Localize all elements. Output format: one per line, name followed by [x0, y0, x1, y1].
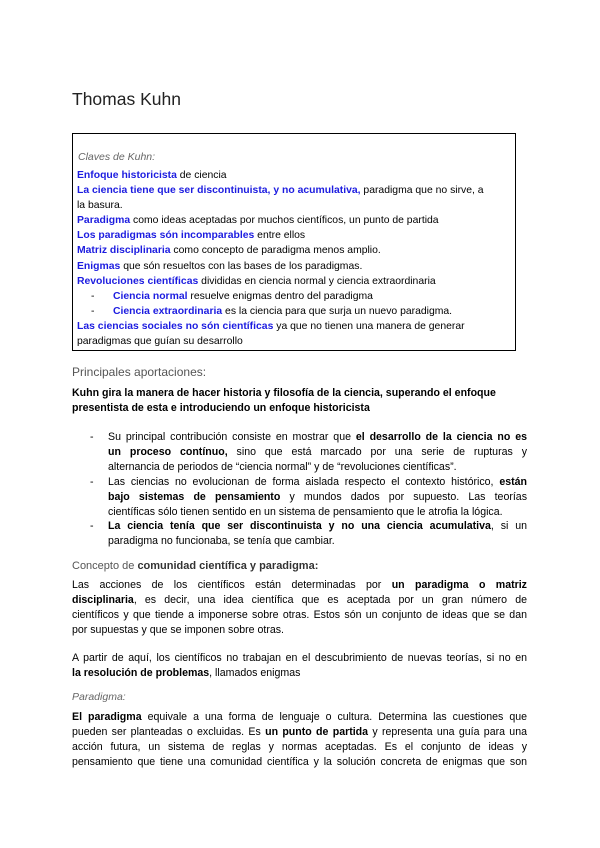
claves-subline: - Ciencia extraordinaria es la ciencia para que surja un nuevo paradigma. — [91, 305, 453, 317]
claves-line: la basura. — [77, 200, 123, 212]
claves-box — [72, 133, 516, 351]
claves-line: Las ciencias sociales no són científicas ya que no tienen una manera de generar — [77, 320, 465, 332]
list-item: - La ciencia tenía que ser discontinuista y no una ciencia acumulativa, si un paradigma no funcionaba, se tenía que cambiar. — [90, 520, 528, 548]
aportaciones-intro: Kuhn gira la manera de hacer historia y filosofía de la ciencia, superando el enfoque presentista de esta e introduciendo un enfoque historicista — [72, 387, 496, 414]
claves-line: paradigmas que guían su desarrollo — [77, 336, 243, 348]
aportaciones-heading: Principales aportaciones: — [72, 365, 207, 379]
claves-line: Paradigma como ideas aceptadas por muchos científicos, un punto de partida — [77, 215, 439, 227]
enigmas-paragraph: A partir de aquí, los científicos no trabajan en el descubrimiento de nuevas teorías, si no en la resolución de problemas, llamados enigmas — [72, 652, 527, 679]
claves-subline: - Ciencia normal resuelve enigmas dentro del paradigma — [91, 290, 373, 302]
claves-line: Enfoque historicista de ciencia — [77, 170, 227, 181]
paradigma-heading: Paradigma: — [72, 691, 126, 703]
paradigma-paragraph: El paradigma equivale a una forma de lenguaje o cultura. Determina las cuestiones que pueden ser planteadas o excluidas. Es un punto de partida y representa una guía para una acción futura, un sistema de reglas y normas aceptadas. Es el conjunto de ideas y pensamiento que tiene una comunidad científica y la solución concreta de enigmas que son — [72, 711, 527, 768]
list-item: - Su principal contribución consiste en mostrar que el desarrollo de la ciencia no es un proceso contínuo, sino que está marcado por una serie de rupturas y alternancia de periodos de “ciencia normal” y de “revoluciones científicas”. — [90, 431, 527, 473]
claves-line: Revoluciones científicas divididas en ciencia normal y ciencia extraordinaria — [77, 275, 436, 287]
concepto-heading: Concepto de comunidad científica y paradigma: — [72, 560, 319, 572]
claves-line: Matriz disciplinaria como concepto de paradigma menos amplio. — [77, 245, 381, 257]
claves-line: Enigmas que són resueltos con las bases de los paradigmas. — [77, 260, 363, 272]
claves-heading: Claves de Kuhn: — [78, 151, 156, 163]
claves-line: La ciencia tiene que ser discontinuista, y no acumulativa, paradigma que no sirve, a — [77, 185, 484, 197]
concepto-paragraph: Las acciones de los científicos están determinadas por un paradigma o matriz disciplinaria, es decir, una idea científica que es aceptada por un gran número de científicos y que tiende a imponerse sobre otras. Estos són un conjunto de ideas que se dan por supuestas y que se imponen sobre otras. — [72, 579, 527, 636]
claves-list — [77, 168, 509, 349]
page-title: Thomas Kuhn — [72, 89, 181, 109]
aportaciones-list — [90, 430, 527, 549]
claves-line: Los paradigmas són incomparables entre ellos — [77, 230, 306, 242]
list-item: - Las ciencias no evolucionan de forma aislada respecto el contexto histórico, están bajo sistemas de pensamiento y mundos dados por supuesto. Las teorías científicas sólo tienen sentido en un sistema de pensamiento que le atrofia la lógica. — [90, 475, 527, 518]
